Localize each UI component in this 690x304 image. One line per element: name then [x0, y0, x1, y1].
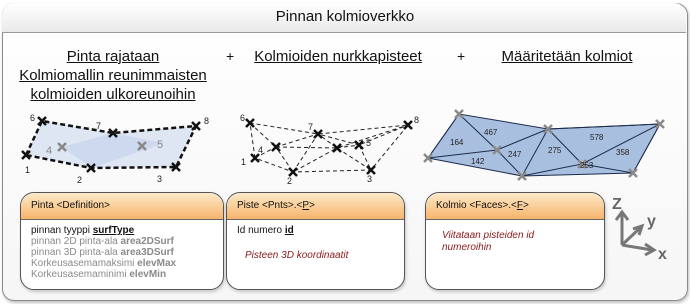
- surface-attr-text: pinnan 3D pinta-ala: [31, 247, 121, 258]
- vertex-label: 2: [287, 176, 293, 186]
- surface-point-label: 6: [30, 113, 36, 123]
- vertex-markers: [246, 119, 412, 176]
- triangle-card: [425, 192, 605, 290]
- vertex-label: 8: [414, 115, 420, 125]
- triangle-id-label: 247: [508, 150, 522, 159]
- surface-definition-card: [20, 192, 224, 290]
- surface-attr-row: [21, 247, 223, 258]
- surface-attr-text: pinnan tyyppi: [31, 225, 93, 236]
- point-card: [226, 192, 405, 290]
- heading-triangles: Määritetään kolmiot: [501, 48, 633, 65]
- triangle-card-header-suffix: >: [522, 200, 529, 211]
- axis-z-label: Z: [612, 196, 622, 213]
- triangle-id-label: 358: [616, 148, 630, 157]
- surface-attr-text: Korkeusasemaminimi: [31, 269, 130, 280]
- heading-surface-line-3: kolmioiden ulkoreunoihin: [30, 86, 196, 103]
- surface-attr-name: surfType: [92, 225, 135, 236]
- triangle-id-label: 142: [471, 157, 485, 166]
- triangle-id-label: 275: [548, 146, 562, 155]
- vertex-label: 6: [240, 113, 246, 123]
- axis-y-label: y: [647, 213, 656, 230]
- heading-surface-line-1: Pinta rajataan: [66, 48, 160, 65]
- surface-point-label: 3: [157, 174, 163, 184]
- vertices-drawing: [246, 119, 412, 176]
- plus-sign-1: +: [226, 48, 235, 64]
- surface-attr-name: elevMax: [137, 258, 177, 269]
- surface-point-label: 2: [77, 175, 83, 185]
- surface-card-header: Pinta <Definition>: [21, 193, 223, 220]
- surface-point-label: 1: [25, 165, 31, 175]
- point-card-header-suffix: >: [309, 200, 315, 211]
- surface-attr-name: area3DSurf: [120, 247, 174, 258]
- surface-attr-text: pinnan 2D pinta-ala: [31, 236, 121, 247]
- axis-x-label: x: [658, 246, 667, 263]
- plus-sign-2: +: [457, 48, 466, 64]
- triangle-card-header: [426, 193, 604, 220]
- triangle-id-label: 467: [484, 128, 498, 137]
- vertex-label: 5: [366, 138, 372, 148]
- vertex-label: 1: [241, 157, 247, 167]
- surface-point-label: 8: [204, 116, 210, 126]
- surface-point-label: 4: [46, 145, 53, 157]
- point-attr-text: Id numero: [237, 225, 285, 236]
- triangle-id-label: 578: [590, 133, 604, 142]
- triangle-id-label: 164: [450, 138, 464, 147]
- surface-attr-row: [21, 236, 223, 247]
- point-note: Pisteen 3D koordinaatit: [245, 250, 349, 261]
- vertex-label: 4: [258, 145, 264, 155]
- triangle-card-header-prefix: Kolmio <Faces>.<: [436, 200, 517, 211]
- surface-attr-name: area2DSurf: [120, 236, 174, 247]
- surface-attr-row: [21, 225, 223, 236]
- surface-point-label: 5: [157, 139, 164, 151]
- surface-attr-row: [21, 269, 223, 280]
- diagram-title: Pinnan kolmioverkko: [275, 8, 415, 25]
- heading-surface-line-2: Kolmiomallin reunimmaisten: [19, 67, 207, 84]
- point-card-header-prefix: Piste <Pnts>.<: [237, 200, 303, 211]
- vertex-label: 3: [367, 174, 373, 184]
- surface-attr-row: [21, 258, 223, 269]
- point-attr-row: [227, 225, 404, 236]
- point-attr-name: id: [284, 225, 294, 236]
- surface-attr-name: elevMin: [129, 269, 167, 280]
- heading-vertices: Kolmioiden nurkkapisteet: [254, 48, 422, 65]
- surface-attr-text: Korkeusasemamaksimi: [31, 258, 138, 269]
- surface-point-label: 7: [96, 121, 102, 131]
- point-card-header: [227, 193, 404, 220]
- triangle-note-line: Viitataan pisteiden id: [442, 230, 535, 241]
- point-card-header-key: P: [302, 200, 309, 211]
- triangle-note-line: numeroihin: [442, 242, 492, 253]
- vertex-label: 7: [308, 122, 314, 132]
- triangle-id-label: 253: [580, 161, 594, 170]
- triangle-card-header-key: F: [516, 200, 523, 211]
- triangle-note: [442, 230, 534, 254]
